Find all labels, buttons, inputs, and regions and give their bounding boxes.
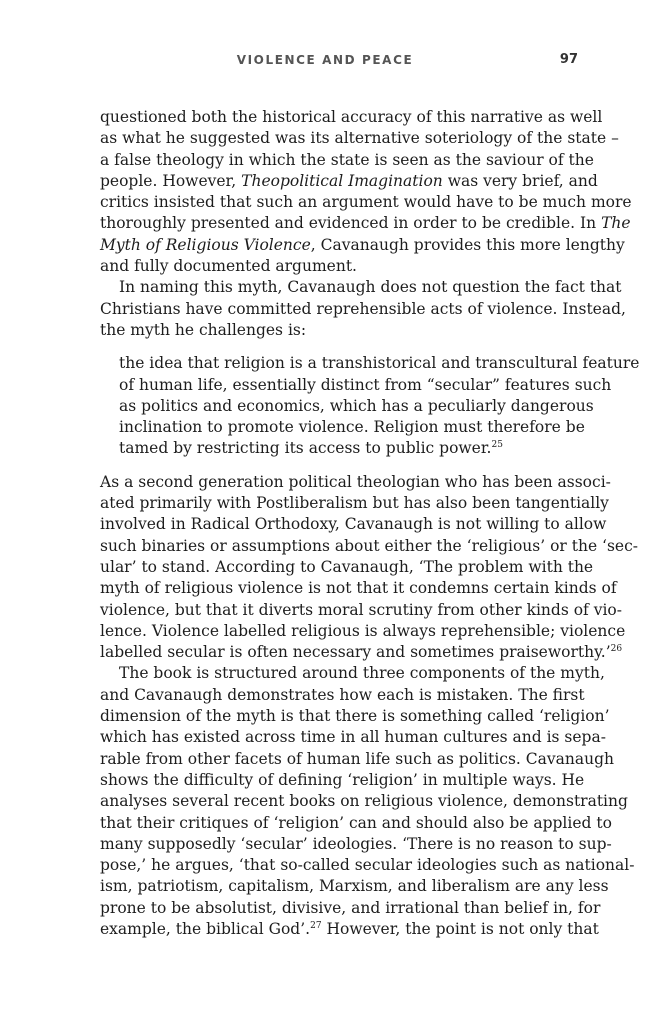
footnote-marker-27: 27 xyxy=(310,920,322,931)
text-line: and Cavanaugh demonstrates how each is mistaken. The first xyxy=(100,685,585,704)
text-line xyxy=(100,213,631,234)
text-line: In naming this myth, Cavanaugh does not question the fact that xyxy=(119,278,622,297)
body-text xyxy=(100,107,640,940)
running-head xyxy=(0,53,650,73)
quote-line xyxy=(119,438,580,459)
text-line xyxy=(100,919,599,940)
text-line: the myth he challenges is: xyxy=(100,320,307,339)
book-title-theopolitical-imagination: Theopolitical Imagination xyxy=(241,171,443,190)
text-line: rable from other facets of human life such as politics. Cavanaugh xyxy=(100,749,614,768)
text-run: However, the point is not only that xyxy=(321,919,599,938)
book-title-myth-of-religious-violence: Myth of Religious Violence xyxy=(100,235,311,254)
text-line: critics insisted that such an argument would have to be much more xyxy=(100,193,632,212)
text-line: ular’ to stand. According to Cavanaugh, ‘The problem with the xyxy=(100,557,594,576)
text-line: many supposedly ‘secular’ ideologies. ‘There is no reason to sup- xyxy=(100,834,612,853)
text-line xyxy=(100,642,623,663)
text-run: tamed by restricting its access to public power. xyxy=(119,439,492,458)
text-line: As a second generation political theologian who has been associ- xyxy=(100,472,611,491)
text-line: The book is structured around three components of the myth, xyxy=(119,664,605,683)
text-line: dimension of the myth is that there is something called ‘religion’ xyxy=(100,707,610,726)
text-run: , Cavanaugh provides this more lengthy xyxy=(310,235,625,254)
text-line: ated primarily with Postliberalism but has also been tangentially xyxy=(100,494,609,513)
quote-line: of human life, essentially distinct from “secular” features such xyxy=(119,375,612,394)
footnote-marker-26: 26 xyxy=(610,644,623,655)
paragraph-3 xyxy=(100,472,639,664)
quote-line: as politics and economics, which has a peculiarly dangerous xyxy=(119,396,594,415)
text-run: was very brief, and xyxy=(442,171,598,190)
text-run: people. However, xyxy=(100,171,242,190)
text-line: violence, but that it diverts moral scrutiny from other kinds of vio- xyxy=(100,600,622,619)
text-line: that their critiques of ‘religion’ can and should also be applied to xyxy=(100,813,612,832)
paragraph-2 xyxy=(100,277,626,341)
text-line: shows the difficulty of defining ‘religion’ in multiple ways. He xyxy=(100,770,585,789)
text-run: labelled secular is often necessary and sometimes praiseworthy.’ xyxy=(100,643,611,662)
text-line: Christians have committed reprehensible acts of violence. Instead, xyxy=(100,299,626,318)
text-line xyxy=(100,235,625,256)
quote-line: the idea that religion is a transhistorical and transcultural feature xyxy=(119,354,640,373)
text-line: myth of religious violence is not that it condemns certain kinds of xyxy=(100,579,617,598)
text-line: as what he suggested was its alternative soteriology of the state – xyxy=(100,129,619,148)
text-line xyxy=(100,171,598,192)
text-run: thoroughly presented and evidenced in order to be credible. In xyxy=(100,214,602,233)
page-number: 97 xyxy=(559,52,578,67)
quote-line: inclination to promote violence. Religion must therefore be xyxy=(119,418,585,437)
text-line: lence. Violence labelled religious is always reprehensible; violence xyxy=(100,621,626,640)
text-line: and fully documented argument. xyxy=(100,257,357,276)
text-line: ism, patriotism, capitalism, Marxism, and liberalism are any less xyxy=(100,877,609,896)
footnote-marker-25: 25 xyxy=(491,440,503,451)
running-title: VIOLENCE AND PEACE xyxy=(236,53,414,67)
text-line: such binaries or assumptions about either the ‘religious’ or the ‘sec- xyxy=(100,536,639,555)
text-line: which has existed across time in all human cultures and is sepa- xyxy=(100,728,606,747)
text-line: analyses several recent books on religious violence, demonstrating xyxy=(100,792,628,811)
text-line: pose,’ he argues, ‘that so-called secular ideologies such as national- xyxy=(100,856,635,875)
block-quote xyxy=(119,353,640,459)
text-run: example, the biblical God’. xyxy=(100,919,311,938)
paragraph-4 xyxy=(100,663,635,940)
book-title-the: The xyxy=(601,214,631,233)
paragraph-1 xyxy=(100,107,632,277)
text-line: prone to be absolutist, divisive, and irrational than belief in, for xyxy=(100,898,601,917)
text-line: involved in Radical Orthodoxy, Cavanaugh is not willing to allow xyxy=(100,515,607,534)
text-line: questioned both the historical accuracy of this narrative as well xyxy=(100,108,603,126)
text-line: a false theology in which the state is seen as the saviour of the xyxy=(100,150,594,169)
